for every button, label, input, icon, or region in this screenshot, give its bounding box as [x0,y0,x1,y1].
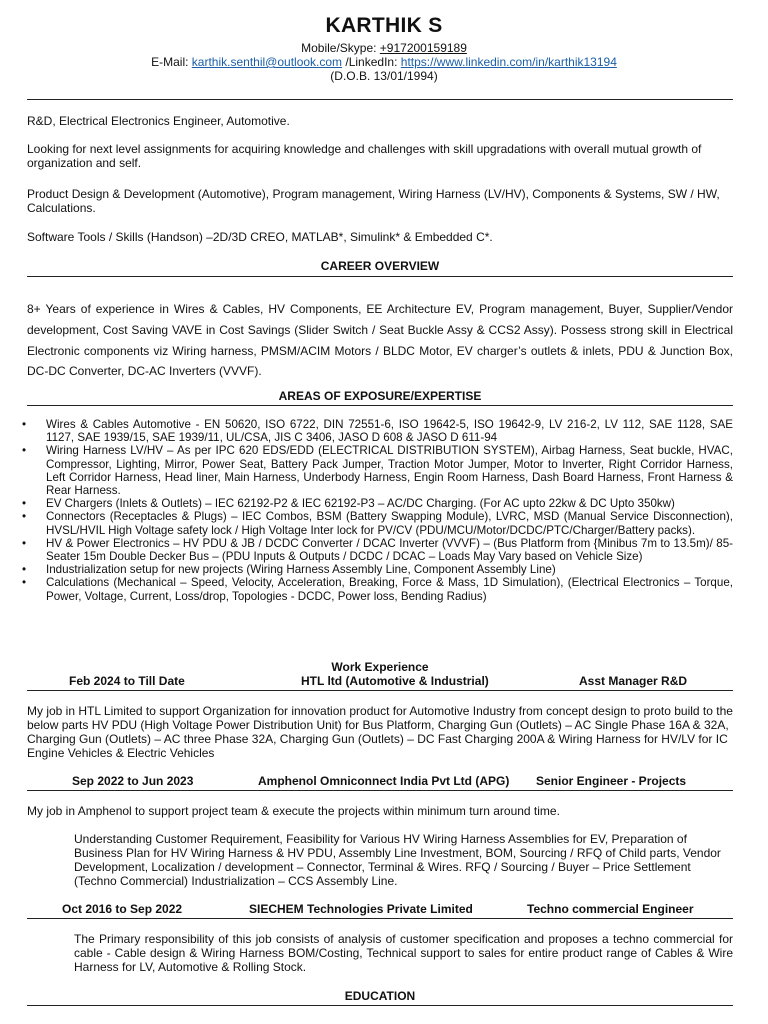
summary-tools: Software Tools / Skills (Handson) –2D/3D CREO, MATLAB*, Simulink* & Embedded C*. [27,230,493,244]
bullet-icon: • [22,497,27,511]
job-period: Sep 2022 to Jun 2023 [72,774,194,788]
phone-link[interactable]: +917200159189 [379,41,467,55]
job-period: Feb 2024 to Till Date [69,674,185,688]
date-of-birth: (D.O.B. 13/01/1994) [330,69,438,83]
header-divider [27,99,733,100]
list-item: • Calculations (Mechanical – Speed, Velocity, Acceleration, Breaking, Force & Mass, 1D Simulation), (Electrical Electronics – Torque, Power, Voltage, Current, Loss/drop, Topologies - DCDC, Power loss, Bending Radius) [22,576,733,603]
career-overview-heading: CAREER OVERVIEW [320,259,440,273]
expertise-heading: AREAS OF EXPOSURE/EXPERTISE [278,389,482,403]
job-role: Techno commercial Engineer [527,902,694,916]
email-link[interactable]: karthik.senthil@outlook.com [191,55,343,69]
expertise-divider [27,405,733,406]
bullet-icon: • [22,510,27,524]
job-period: Oct 2016 to Sep 2022 [62,902,183,916]
contact-phone-line [0,41,768,55]
job-header-siechem [27,902,733,916]
list-item: • Wiring Harness LV/HV – As per IPC 620 EDS/EDD (ELECTRICAL DISTRIBUTION SYSTEM), Airbag Harness, Seat buckle, HVAC, Compressor, Lighting, Mirror, Power Seat, Battery Pack Jumper, Traction Motor Jumper, Motor to Inverter, Right Corridor Harness, Left Corridor Harness, Head liner, Main Harness, Underbody Harness, Engin Room Harness, Dash Board Harness, Front Harness & Rear Harness. [22,444,733,498]
job-description: My job in Amphenol to support project team & execute the projects within minimum turn around time. [27,804,560,818]
job-divider [27,690,733,691]
bullet-icon: • [22,576,27,590]
bullet-icon: • [22,536,27,550]
job-company: HTL ltd (Automotive & Industrial) [301,674,489,688]
job-role: Asst Manager R&D [579,674,688,688]
job-detail: The Primary responsibility of this job consists of analysis of customer specification and proposes a techno commercial for cable - Cable design & Wiring Harness BOM/Costing, Technical support to sales for entire product range of Cables & Wire Harness for LV, Automotive & Rolling Stock. [74,932,733,974]
job-header-amphenol [27,774,733,788]
list-item: • Industrialization setup for new projects (Wiring Harness Assembly Line, Component Assembly Line) [22,563,556,577]
job-description: My job in HTL Limited to support Organization for innovation product for Automotive Industry from concept design to proto build to the below parts HV PDU (High Voltage Power Distribution Unit) for Bus Platform, Charging Gun (Outlets) – AC Single Phase 16A & 32A, Charging Gun (Outlets) – AC three Phase 32A, Charging Gun (Outlets) – DC Fast Charging 200A & Wiring Harness for HV/LV for IC Engine Vehicles & Electric Vehicles [27,704,733,760]
phone-label: Mobile/Skype: [301,41,380,55]
bullet-icon: • [22,444,27,458]
bullet-icon: • [22,563,27,577]
list-item: • Wires & Cables Automotive - EN 50620, ISO 6722, DIN 72551-6, ISO 19642-5, ISO 19642-9, LV 216-2, LV 112, SAE 1128, SAE 1127, SAE 1939/15, SAE 1939/11, UL/CSA, JIS C 3406, JASO D 608 & JASO D 611-94 [22,418,733,445]
summary-title-line: R&D, Electrical Electronics Engineer, Automotive. [27,114,290,128]
job-role: Senior Engineer - Projects [536,774,687,788]
expertise-list [22,418,733,603]
job-divider [27,918,733,919]
job-company: Amphenol Omniconnect India Pvt Ltd (APG) [258,774,510,788]
linkedin-link[interactable]: https://www.linkedin.com/in/karthik13194 [400,55,617,69]
list-item: • EV Chargers (Inlets & Outlets) – IEC 62192-P2 & IEC 62192-P3 – AC/DC Charging. (For AC upto 22kw & DC Upto 350kw) [22,497,675,511]
job-header-htl [27,674,733,688]
linkedin-label: /LinkedIn: [342,55,401,69]
work-experience-heading: Work Experience [331,660,429,674]
bullet-icon: • [22,418,27,431]
education-divider [27,1005,733,1006]
career-divider [27,276,733,277]
list-item: • HV & Power Electronics – HV PDU & JB / DCDC Converter / DCAC Inverter (VVVF) – (Bus Platform from {Minibus 7m to 13.5m)/ 85-Seater 15m Double Decker Bus – (PDU Inputs & Outputs / DCDC / DCAC – Loads May Vary based on Vehicle Size) [22,536,733,564]
list-item: • Connectors (Receptacles & Plugs) – IEC Combos, BSM (Battery Swapping Module), LVRC, MSD (Manual Service Disconnection), HVSL/HVIL High Voltage safety lock / High Voltage Inter lock for PV/CV (PDU/MCU/Motor/DCDC/PTC/Charger/Battery packs). [22,510,733,537]
candidate-name: KARTHIK S [325,14,443,37]
career-overview-text: 8+ Years of experience in Wires & Cables, HV Components, EE Architecture EV, Program management, Buyer, Supplier/Vendor development, Cost Saving VAVE in Cost Savings (Slider Switch / Seat Buckle Assy & CCS2 Assy). Possess strong skill in Electrical Electronic components viz Wiring harness, PMSM/ACIM Motors / BLDC Motor, EV charger’s outlets & inlets, PDU & Junction Box, DC-DC Converter, DC-AC Inverters (VVVF). [27,302,733,379]
summary-domains: Product Design & Development (Automotive), Program management, Wiring Harness (LV/HV), Components & Systems, SW / HW, Calculations. [27,187,720,215]
education-heading: EDUCATION [344,989,416,1003]
summary-objective: Looking for next level assignments for acquiring knowledge and challenges with skill upgradations with overall mutual growth of organization and self. [27,142,702,170]
job-divider [27,790,733,791]
email-label: E-Mail: [151,55,192,69]
job-detail: Understanding Customer Requirement, Feasibility for Various HV Wiring Harness Assemblies for EV, Preparation of Business Plan for HV Wiring Harness & HV PDU, Assembly Line Investment, BOM, Sourcing / RFQ of Child parts, Vendor Development, Localization / development – Connector, Terminal & Wires. RFQ / Sourcing / Buyer – Price Settlement (Techno Commercial) Industrialization – CCS Assembly Line. [74,832,721,888]
contact-web-line [0,55,768,69]
job-company: SIECHEM Technologies Private Limited [249,902,473,916]
